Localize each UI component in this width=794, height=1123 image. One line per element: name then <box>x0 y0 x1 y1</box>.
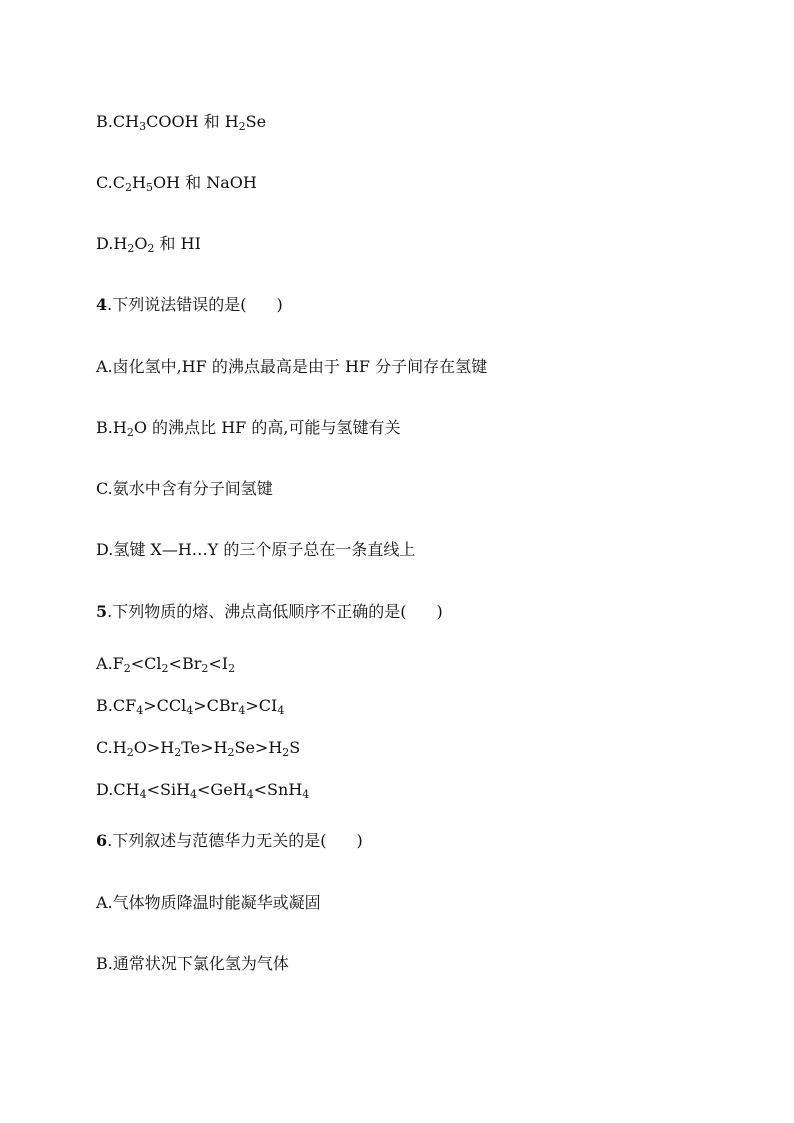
question-number: 6 <box>96 831 108 850</box>
question-4 <box>96 295 283 315</box>
option-4a: A.卤化氢中,HF 的沸点最高是由于 HF 分子间存在氢键 <box>96 357 488 376</box>
question-close-paren: ) <box>356 831 363 850</box>
option-3c: $C.C_2H_5OH$ 和 NaOH <box>96 173 257 194</box>
question-close-paren: ) <box>276 295 283 314</box>
option-4d: D.氢键 X—H…Y 的三个原子总在一条直线上 <box>96 540 416 559</box>
question-number: 4 <box>96 295 108 314</box>
option-4c: C.氨水中含有分子间氢键 <box>96 479 273 498</box>
question-stem: .下列说法错误的是( <box>107 295 247 314</box>
option-5d: $D.CH_4<SiH_4<GeH_4<SnH_4$ <box>96 780 310 801</box>
question-number: 5 <box>96 602 108 621</box>
option-3d: $D.H_2O_2$ 和 HI <box>96 234 201 255</box>
question-5 <box>96 602 443 622</box>
option-6b: B.通常状况下氯化氢为气体 <box>96 954 289 973</box>
question-stem: .下列叙述与范德华力无关的是( <box>107 831 327 850</box>
option-5c: $C.H_2O>H_2Te>H_2Se>H_2S$ <box>96 738 301 759</box>
option-5a: $A.F_2<Cl_2<Br_2<I_2$ <box>96 654 236 675</box>
question-stem: .下列物质的熔、沸点高低顺序不正确的是( <box>107 602 407 621</box>
question-close-paren: ) <box>436 602 443 621</box>
option-3b: $B.CH_3COOH$ 和 $H_2Se$ <box>96 112 267 133</box>
option-6a: A.气体物质降温时能凝华或凝固 <box>96 893 321 912</box>
question-6 <box>96 831 363 851</box>
option-5b: $B.CF_4>CCl_4>CBr_4>CI_4$ <box>96 696 285 717</box>
option-4b: $B.H_2O$ 的沸点比 HF 的高,可能与氢键有关 <box>96 418 401 439</box>
